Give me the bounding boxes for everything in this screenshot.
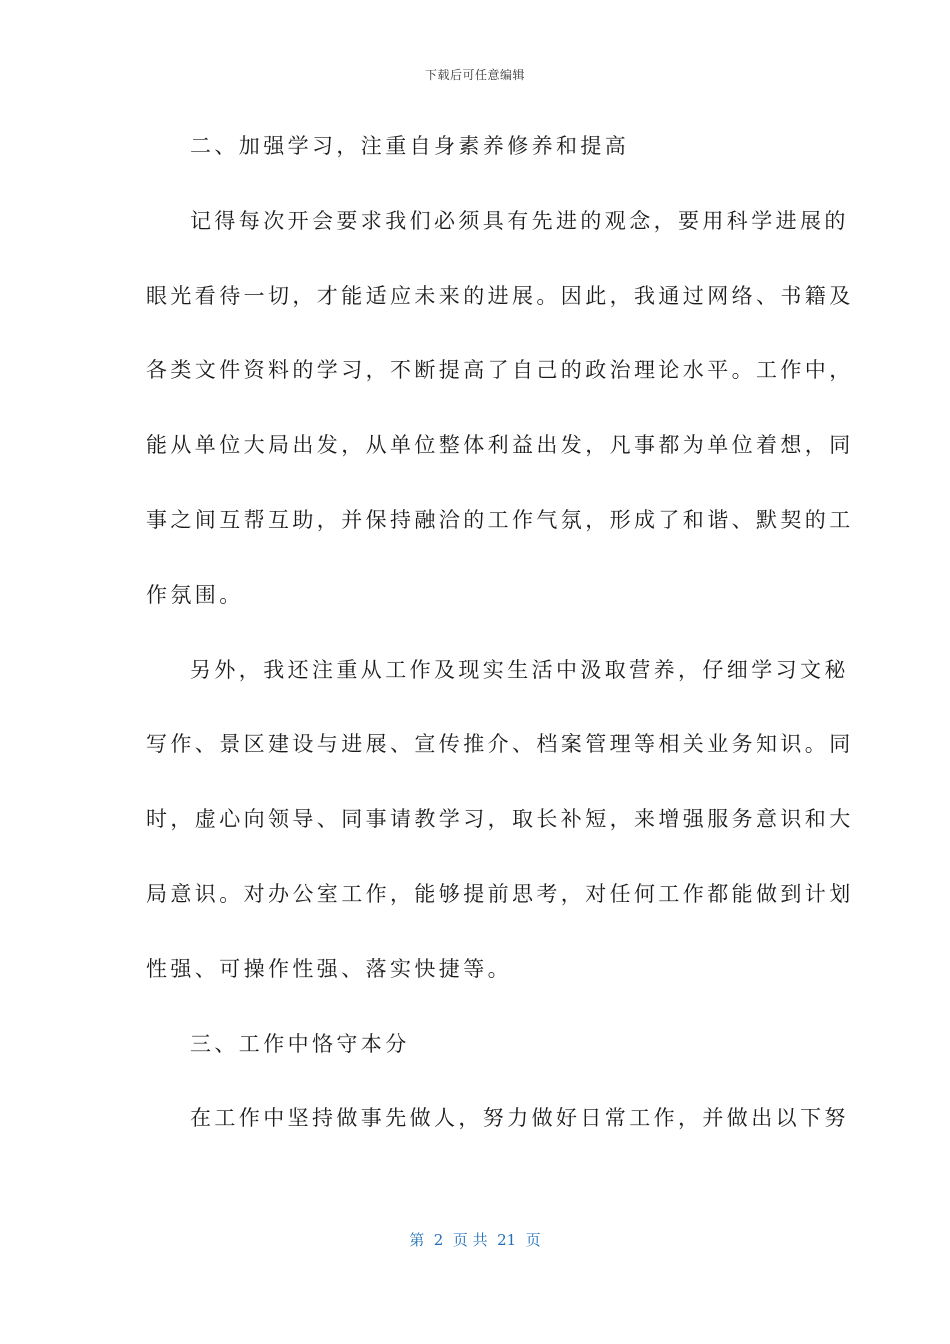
paragraph-line: 作氛围。 <box>146 583 244 607</box>
paragraph-line: 写作、景区建设与进展、宣传推介、档案管理等相关业务知识。同 <box>146 732 854 756</box>
paragraph-line: 在工作中坚持做事先做人，努力做好日常工作，并做出以下努 <box>190 1106 849 1130</box>
paragraph-line: 能从单位大局出发，从单位整体利益出发，凡事都为单位着想，同 <box>146 433 854 457</box>
page-number-footer: 第 2 页 共 21 页 <box>409 1231 541 1249</box>
paragraph-line: 事之间互帮互助，并保持融洽的工作气氛，形成了和谐、默契的工 <box>146 508 854 532</box>
paragraph-line: 局意识。对办公室工作，能够提前思考，对任何工作都能做到计划 <box>146 882 854 906</box>
paragraph-line: 另外，我还注重从工作及现实生活中汲取营养，仔细学习文秘 <box>190 658 849 682</box>
section-heading: 二、加强学习，注重自身素养修养和提高 <box>190 134 630 158</box>
paragraph-line: 时，虚心向领导、同事请教学习，取长补短，来增强服务意识和大 <box>146 807 854 831</box>
paragraph-line: 性强、可操作性强、落实快捷等。 <box>146 957 512 981</box>
paragraph-line: 各类文件资料的学习，不断提高了自己的政治理论水平。工作中， <box>146 358 854 382</box>
paragraph-line: 记得每次开会要求我们必须具有先进的观念，要用科学进展的 <box>190 209 849 233</box>
paragraph-line: 眼光看待一切，才能适应未来的进展。因此，我通过网络、书籍及 <box>146 284 854 308</box>
section-heading: 三、工作中恪守本分 <box>190 1032 410 1056</box>
header-note: 下载后可任意编辑 <box>424 68 525 82</box>
